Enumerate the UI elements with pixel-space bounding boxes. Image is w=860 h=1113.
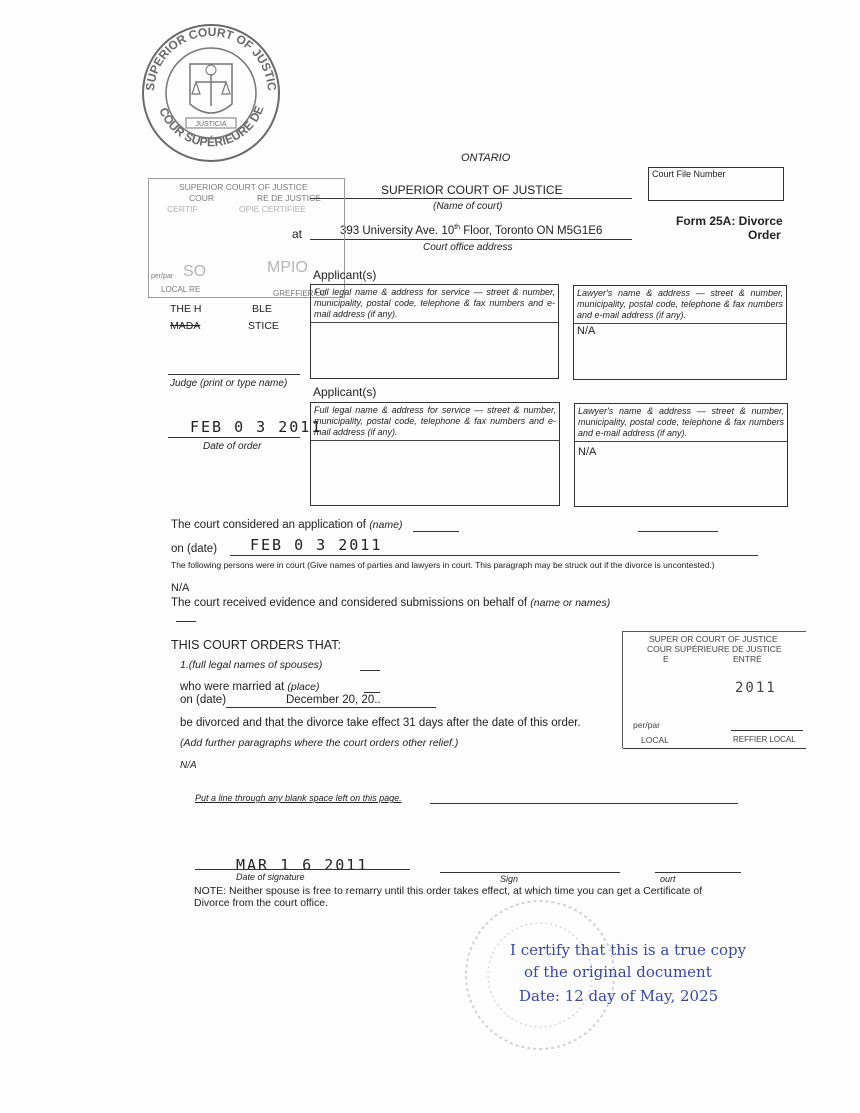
court-name: SUPERIOR COURT OF JUSTICE [381,183,563,197]
judge-line1b: BLE [252,303,272,315]
entered-stamp-line2: COUR SUPÉRIEURE DE JUSTICE [647,644,782,654]
applicant1-lawyer-value: N/A [577,325,596,337]
para1-line[interactable] [360,670,380,671]
para1-spouses: 1.(full legal names of spouses) [180,659,323,671]
form-title: Form 25A: Divorce [676,214,783,228]
certify-line1: I certify that this is a true copy [510,941,747,959]
court-address-caption: Court office address [423,242,513,253]
signature-date-value: MAR 1 6 2011 [236,856,369,874]
married-date-line[interactable] [226,707,436,708]
applicant2-party-box[interactable] [310,402,560,506]
married-at-paren: (place) [287,681,320,693]
applicant2-lawyer-value: N/A [578,446,597,458]
following-persons-value: N/A [171,582,190,594]
signature-caption: Sign [500,874,519,884]
court-name-caption: (Name of court) [433,201,503,212]
judge-caption: Judge (print or type name) [170,378,288,389]
applicant1-party-heading: Full legal name & address for service — street & number, municipality, postal code, telephone & fax numbers and e-mail address (if any). [311,285,558,323]
married-at-line[interactable] [364,692,380,693]
date-of-order-line [168,437,300,438]
considered-name-line[interactable] [413,531,459,532]
entered-stamp-greffier: REFFIER LOCAL [733,735,796,744]
stamp-line1: SUPERIOR COURT OF JUSTICE [179,182,308,192]
seal-banner-text: JUSTICIA [195,121,227,128]
court-address: 393 University Ave. 10th Floor, Toronto ON M5G1E6 [340,224,603,237]
entered-stamp-line3b: ENTRÉ [733,654,762,664]
date-of-order: FEB 0 3 2011 [190,418,323,436]
entered-stamp-perpar: per/par [633,720,660,730]
stamp-local: LOCAL RE [161,285,201,294]
court-file-number-label: Court File Number [652,169,726,179]
married-at-text [180,681,320,693]
seal-emblem-icon [138,22,284,164]
stamp-line2a: COUR [189,193,215,203]
court-officer-line[interactable] [655,872,741,873]
entered-stamp-year: 2011 [735,680,777,696]
married-on-label: on (date) [180,694,227,706]
judge-line1a: THE H [170,303,202,315]
considered-name-paren: (name) [369,519,403,531]
evidence-text [171,597,610,609]
applicant2-lawyer-heading: Lawyer's name & address — street & number, municipality, postal code, telephone & fax numbers and e-mail address (if any). [575,404,787,442]
entered-stamp-bottom-line [623,748,806,749]
province-label: ONTARIO [461,152,511,164]
entered-stamp-line3a: E [663,654,669,664]
considered-text [171,519,402,531]
entered-stamp-line1: SUPER OR COURT OF JUSTICE [649,634,778,644]
following-persons-text: The following persons were in court (Give names of parties and lawyers in court. This paragraph may be struck out if the divorce is uncontested.) [171,560,715,570]
married-at-label: who were married at [180,681,285,693]
entered-stamp [622,631,806,748]
considered-label: The court considered an application of [171,519,366,531]
stamp-line3a: CERTIF [167,204,198,214]
evidence-line[interactable] [176,621,196,622]
applicant1-lawyer-heading: Lawyer's name & address — street & number, municipality, postal code, telephone & fax numbers and e-mail address (if any). [574,286,786,324]
entered-stamp-local: LOCAL [641,735,669,745]
blank-space-instruction: Put a line through any blank space left on this page. [195,793,402,803]
at-label: at [292,227,303,241]
applicant1-label: Applicant(s) [313,268,377,282]
court-file-number-box[interactable] [648,167,784,201]
divorced-text: be divorced and that the divorce take effect 31 days after the date of this order. [180,717,581,729]
stamp-perpar: per/par [151,273,174,280]
judge-line2a: MADA [170,320,201,332]
certify-line3: Date: 12 day of May, 2025 [519,987,719,1005]
form-title-order: Order [748,228,781,242]
certify-line2: of the original document [524,963,712,981]
stamp-line3b: OPIE CERTIFIEE [239,204,306,214]
married-date-value: December 20, 20.. [286,694,381,706]
orders-heading: THIS COURT ORDERS THAT: [171,638,341,652]
applicant1-party-box[interactable] [310,284,559,379]
court-officer-caption: ourt [660,874,676,884]
applicant2-party-heading: Full legal name & address for service — street & number, municipality, postal code, telephone & fax numbers and e-mail address (if any). [311,403,559,441]
seal-top-text: SUPERIOR COURT OF JUSTIC [142,24,280,92]
judge-name-line [168,374,300,375]
signature-date-caption: Date of signature [236,872,305,882]
considered-name-line-2[interactable] [638,531,718,532]
on-date-text: on (date) [171,543,218,555]
signature-date-line[interactable] [195,869,410,870]
blank-space-line [430,803,738,804]
stamp-mid: MPIO [267,259,308,276]
applicant2-lawyer-box[interactable] [574,403,788,507]
on-date-label [171,543,217,555]
stamp-so: SO [183,263,207,280]
further-relief-value: N/A [180,760,197,771]
court-address-line [310,239,632,240]
seal-bottom-text: COUR SUPÉRIEURE DE [156,103,267,150]
on-date-line[interactable] [230,555,758,556]
applicant1-lawyer-box[interactable] [573,285,787,380]
date-of-order-caption: Date of order [203,441,262,452]
evidence-paren: (name or names) [530,597,611,609]
further-relief-text: (Add further paragraphs where the court orders other relief.) [180,737,459,749]
stamp-greffier: GREFFIER LO [273,289,327,298]
applicant2-label: Applicant(s) [313,385,377,399]
court-name-line [310,198,632,199]
remarry-note: NOTE: Neither spouse is free to remarry until this order takes effect, at which time you can get a Certificate of Divorce from the court office. [194,885,703,909]
evidence-label: The court received evidence and considered submissions on behalf of [171,597,528,609]
signature-line[interactable] [440,872,620,873]
judge-line2b: STICE [248,320,279,332]
court-seal [138,22,284,164]
stamp-line2b: RE DE JUSTICE [257,193,321,203]
on-date-value: FEB 0 3 2011 [250,536,383,554]
entered-stamp-sign-line [731,730,803,731]
